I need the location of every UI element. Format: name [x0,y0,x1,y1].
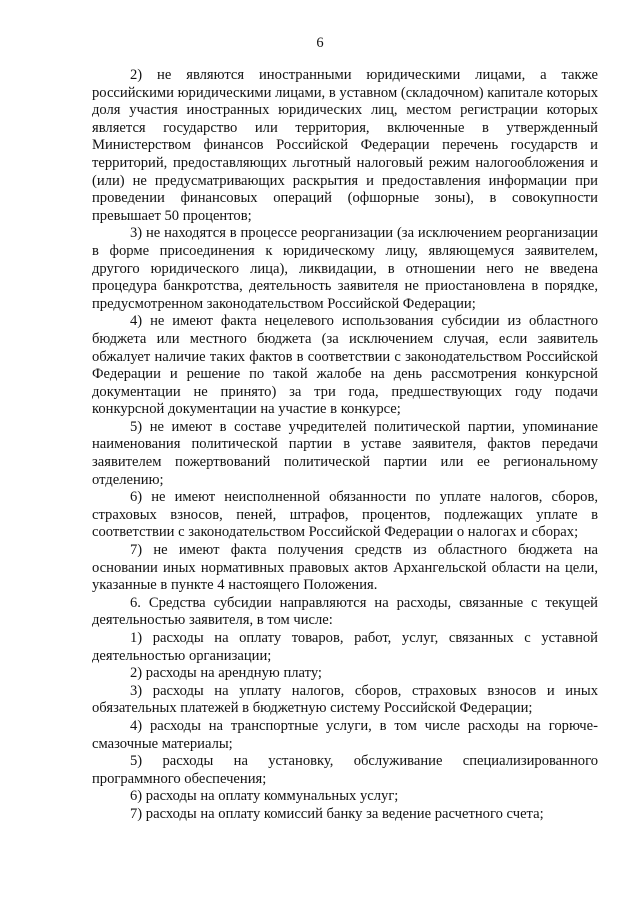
paragraph-expense-6-utilities: 6) расходы на оплату коммунальных услуг; [130,788,399,805]
paragraph-expense-2-rent: 2) расходы на арендную плату; [130,665,322,682]
paragraph-item-7-no-other-funding: 7) не имеют факта получения средств из областного бюджета на основании иных нормативных правовых актов Архангельской области на цели, указанные в пункте 4 настоящего Положения. [92,542,598,594]
paragraph-expense-1-goods-services: 1) расходы на оплату товаров, работ, услуг, связанных с уставной деятельностью организации; [92,630,598,664]
page-number: 6 [316,35,324,51]
paragraph-expense-7-bank-fees: 7) расходы на оплату комиссий банку за ведение расчетного счета; [130,805,544,822]
paragraph-item-6-no-tax-debt: 6) не имеют неисполненной обязанности по уплате налогов, сборов, страховых взносов, пеней, штрафов, процентов, подлежащих уплате в соответствии с законодательством Российской Федерации о налогах и сборах; [92,489,598,541]
paragraph-section-6-subsidy-expenses: 6. Средства субсидии направляются на расходы, связанные с текущей деятельностью заявителя, в том числе: [92,594,598,629]
document-body [92,67,598,824]
paragraph-expense-4-transport: 4) расходы на транспортные услуги, в том числе расходы на горюче-смазочные материалы; [92,717,598,752]
paragraph-item-3-not-reorganizing: 3) не находятся в процессе реорганизации (за исключением реорганизации в форме присоединения к юридическому лицу, являющемуся заявителем, другого юридического лица), ликвидации, в отношении него не введена процедура банкротства, деятельность заявителя не приостановлена в порядке, предусмотренном законодательством Российской Федерации; [92,225,598,312]
paragraph-expense-3-taxes: 3) расходы на уплату налогов, сборов, страховых взносов и иных обязательных платежей в бюджетную систему Российской Федерации; [92,682,598,717]
paragraph-item-2-not-foreign-entity: 2) не являются иностранными юридическими лицами, а также российскими юридическими лицами, в уставном (складочном) капитале которых доля участия иностранных юридических лиц, местом регистрации которых является государство или территория, включенные в утвержденный Министерством финансов Российской Федерации перечень государств и территорий, предоставляющих льготный налоговый режим налогообложения и (или) не предусматривающих раскрытия и предоставления информации при проведении финансовых операций (офшорные зоны), в совокупности превышает 50 процентов; [92,67,598,224]
paragraph-expense-5-software: 5) расходы на установку, обслуживание специализированного программного обеспечения; [92,753,598,787]
paragraph-item-4-no-misuse-of-subsidy: 4) не имеют факта нецелевого использования субсидии из областного бюджета или местного бюджета (за исключением случая, если заявитель обжалует наличие таких фактов в соответствии с законодательством Российской Федерации и решение по такой жалобе на день рассмотрения конкурсной документации не принято) за три года, предшествующих году подачи конкурсной документации на участие в конкурсе; [92,313,598,418]
paragraph-item-5-no-political-party: 5) не имеют в составе учредителей политической партии, упоминание наименования политической партии в уставе заявителя, фактов передачи заявителем пожертвований политической партии или ее региональному отделению; [92,418,598,488]
